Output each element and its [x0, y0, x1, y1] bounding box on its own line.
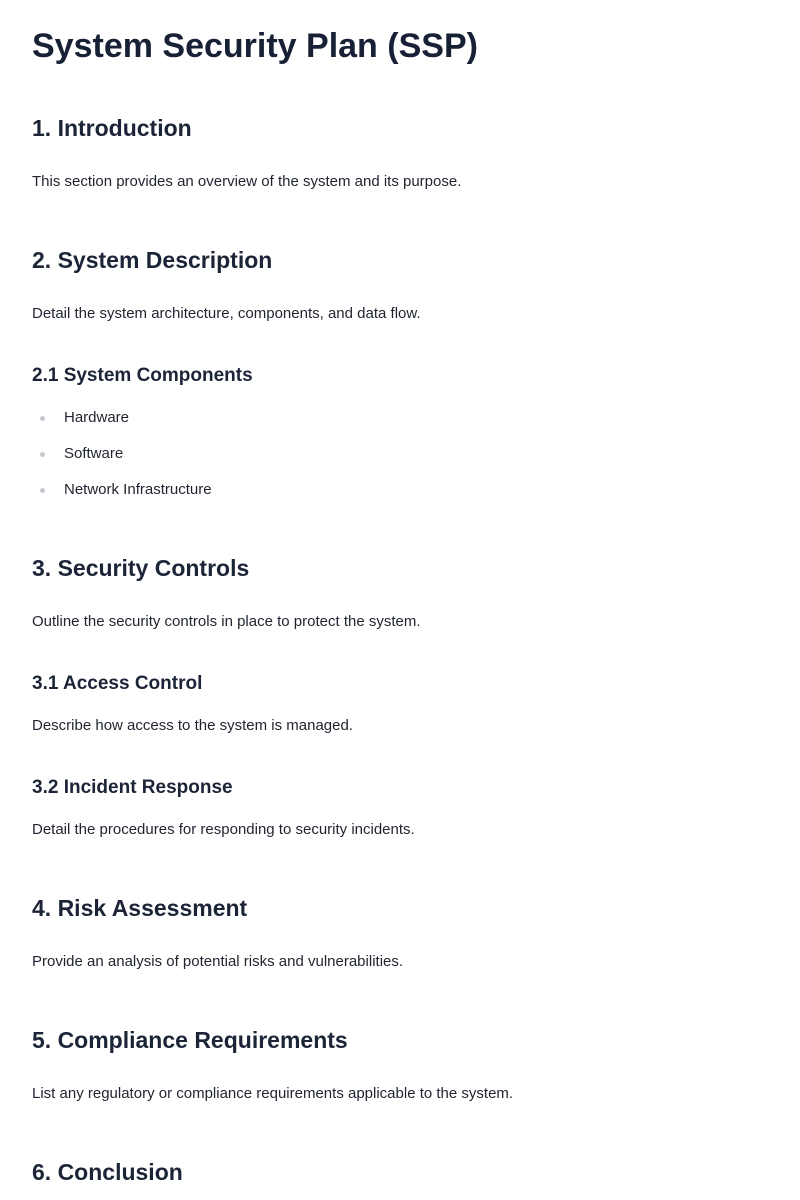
subsection-heading-system-components: 2.1 System Components	[32, 365, 253, 386]
section-body-security-controls: Outline the security controls in place to protect the system.	[32, 613, 421, 630]
section-heading-security-controls: 3. Security Controls	[32, 555, 250, 581]
list-item-label: Software	[64, 445, 124, 462]
bullet-marker	[40, 488, 45, 493]
subsection-heading-access-control: 3.1 Access Control	[32, 673, 203, 694]
section-heading-system-description: 2. System Description	[32, 247, 273, 273]
list-item-label: Hardware	[64, 409, 130, 426]
section-body-system-description: Detail the system architecture, components, and data flow.	[32, 305, 421, 322]
list-item-label: Network Infrastructure	[64, 481, 212, 498]
section-heading-risk-assessment: 4. Risk Assessment	[32, 895, 248, 921]
section-body-risk-assessment: Provide an analysis of potential risks and vulnerabilities.	[32, 953, 404, 970]
section-body-introduction: This section provides an overview of the system and its purpose.	[32, 173, 462, 190]
section-heading-introduction: 1. Introduction	[32, 115, 192, 141]
subsection-heading-incident-response: 3.2 Incident Response	[32, 777, 233, 798]
page-title: System Security Plan (SSP)	[32, 27, 478, 65]
section-body-compliance: List any regulatory or compliance requirements applicable to the system.	[32, 1085, 514, 1102]
bullet-marker	[40, 452, 45, 457]
section-heading-compliance: 5. Compliance Requirements	[32, 1027, 348, 1053]
subsection-body-incident-response: Detail the procedures for responding to security incidents.	[32, 821, 415, 838]
section-heading-conclusion: 6. Conclusion	[32, 1159, 183, 1185]
bullet-marker	[40, 416, 45, 421]
subsection-body-access-control: Describe how access to the system is managed.	[32, 717, 353, 734]
